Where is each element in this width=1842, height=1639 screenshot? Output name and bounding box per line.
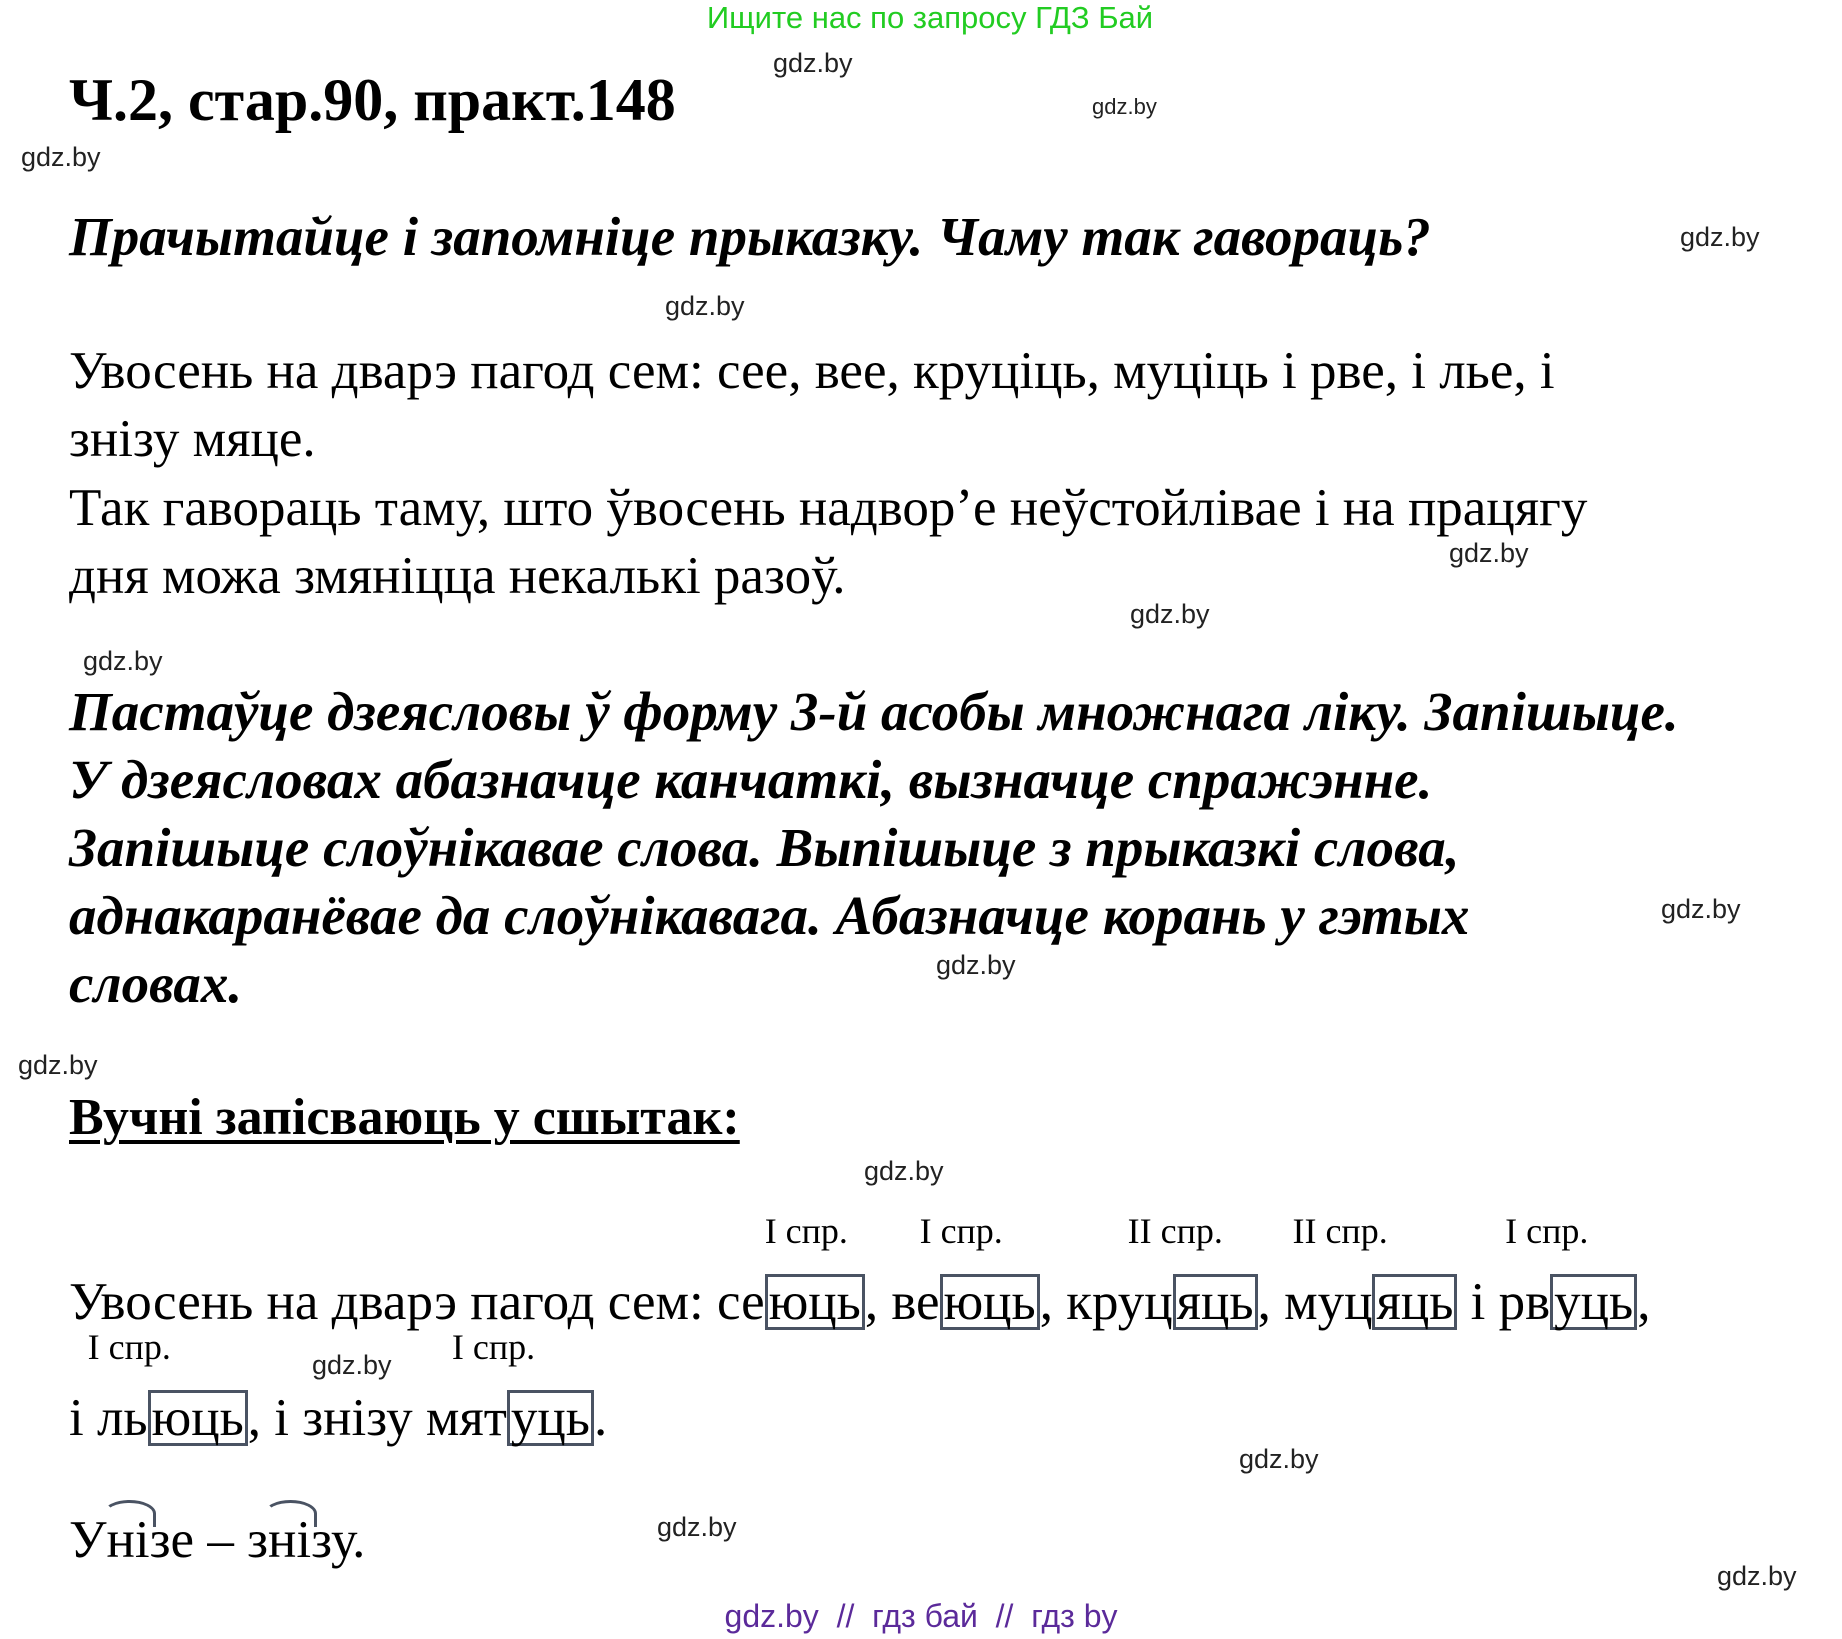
watermark: gdz.by — [657, 1512, 737, 1542]
ending-box: уць — [1550, 1274, 1637, 1330]
root-words: Унізе – знізу. — [69, 1511, 366, 1569]
ending-box: яць — [1372, 1274, 1457, 1330]
verb-5: рв I спр. уць, — [1498, 1211, 1651, 1331]
watermark: gdz.by — [312, 1350, 392, 1380]
watermark: gdz.by — [665, 291, 745, 321]
task-2-line-3: Запішыце слоўнікавае слова. Выпішыце з прыказкі слова, — [69, 817, 1460, 878]
verb-1: се I спр. юць, — [716, 1211, 892, 1331]
proverb-line-1: Увосень на дварэ пагод сем: сее, вее, круціць, муціць і рве, і лье, і — [69, 342, 1555, 400]
conjugation-label: I спр. — [1505, 1211, 1589, 1251]
task-2-line-4: аднакаранёвае да слоўнікавага. Абазначце корань у гэтых — [69, 885, 1470, 946]
ending-box: уць — [507, 1390, 594, 1446]
watermark: gdz.by — [1661, 894, 1741, 924]
footer-links[interactable]: gdz.by // гдз бай // гдз by — [724, 1598, 1118, 1634]
worked-prefix: Увосень на дварэ пагод сем: — [69, 1273, 717, 1331]
conjugation-label: I спр. — [87, 1327, 171, 1367]
ending-box: юць — [940, 1274, 1040, 1330]
watermark: gdz.by — [83, 646, 163, 676]
watermark: gdz.by — [864, 1156, 944, 1186]
watermark: gdz.by — [1680, 222, 1760, 252]
worked-line-1 — [69, 1211, 1651, 1332]
watermark: gdz.by — [21, 142, 101, 172]
answer-line-2: дня можа змяніцца некалькі разоў. — [69, 547, 846, 605]
answer-line-1: Так гавораць таму, што ўвосень надвор’е неўстойлівае і на працягу — [69, 479, 1588, 537]
conjugation-label: I спр. — [919, 1211, 1003, 1251]
worked-line-2: і ль I спр. юць, і знізу мят I спр. уць. — [69, 1327, 608, 1447]
section-heading: Вучні запісваюць у сшытак: — [69, 1089, 740, 1146]
task-2-line-5: словах. — [69, 953, 243, 1014]
task-2-line-2: У дзеясловах абазначце канчаткі, вызначце спражэнне. — [69, 749, 1433, 810]
watermark: gdz.by — [773, 48, 853, 78]
proverb-line-2: знізу мяце. — [69, 410, 316, 468]
verb-4: муц II спр. яць і — [1284, 1211, 1499, 1331]
conjugation-label: II спр. — [1292, 1211, 1388, 1251]
root-arc: ні — [106, 1511, 150, 1569]
watermark: gdz.by — [1717, 1561, 1797, 1591]
conjugation-label: I спр. — [451, 1327, 536, 1367]
conjugation-label: II спр. — [1127, 1211, 1223, 1251]
watermark: gdz.by — [1092, 94, 1157, 119]
watermark: gdz.by — [1239, 1444, 1319, 1474]
ending-box: юць — [148, 1390, 248, 1446]
page-title: Ч.2, стар.90, практ.148 — [69, 67, 676, 133]
task-1: Прачытайце і запомніце прыказку. Чаму так гавораць? — [69, 206, 1431, 267]
verb-2: ве I спр. юць, — [891, 1211, 1067, 1331]
ending-box: яць — [1173, 1274, 1258, 1330]
watermark: gdz.by — [1449, 538, 1529, 568]
root-arc: ні — [268, 1511, 312, 1569]
promo-banner[interactable]: Ищите нас по запросу ГДЗ Бай — [706, 0, 1154, 35]
task-2-line-1: Пастаўце дзеясловы ў форму 3-й асобы множнага ліку. Запішыце. — [69, 681, 1679, 742]
conjugation-label: I спр. — [764, 1211, 848, 1251]
watermark: gdz.by — [18, 1050, 98, 1080]
watermark: gdz.by — [936, 950, 1016, 980]
verb-3: круц II спр. яць, — [1066, 1211, 1285, 1331]
watermark: gdz.by — [1130, 599, 1210, 629]
ending-box: юць — [765, 1274, 865, 1330]
